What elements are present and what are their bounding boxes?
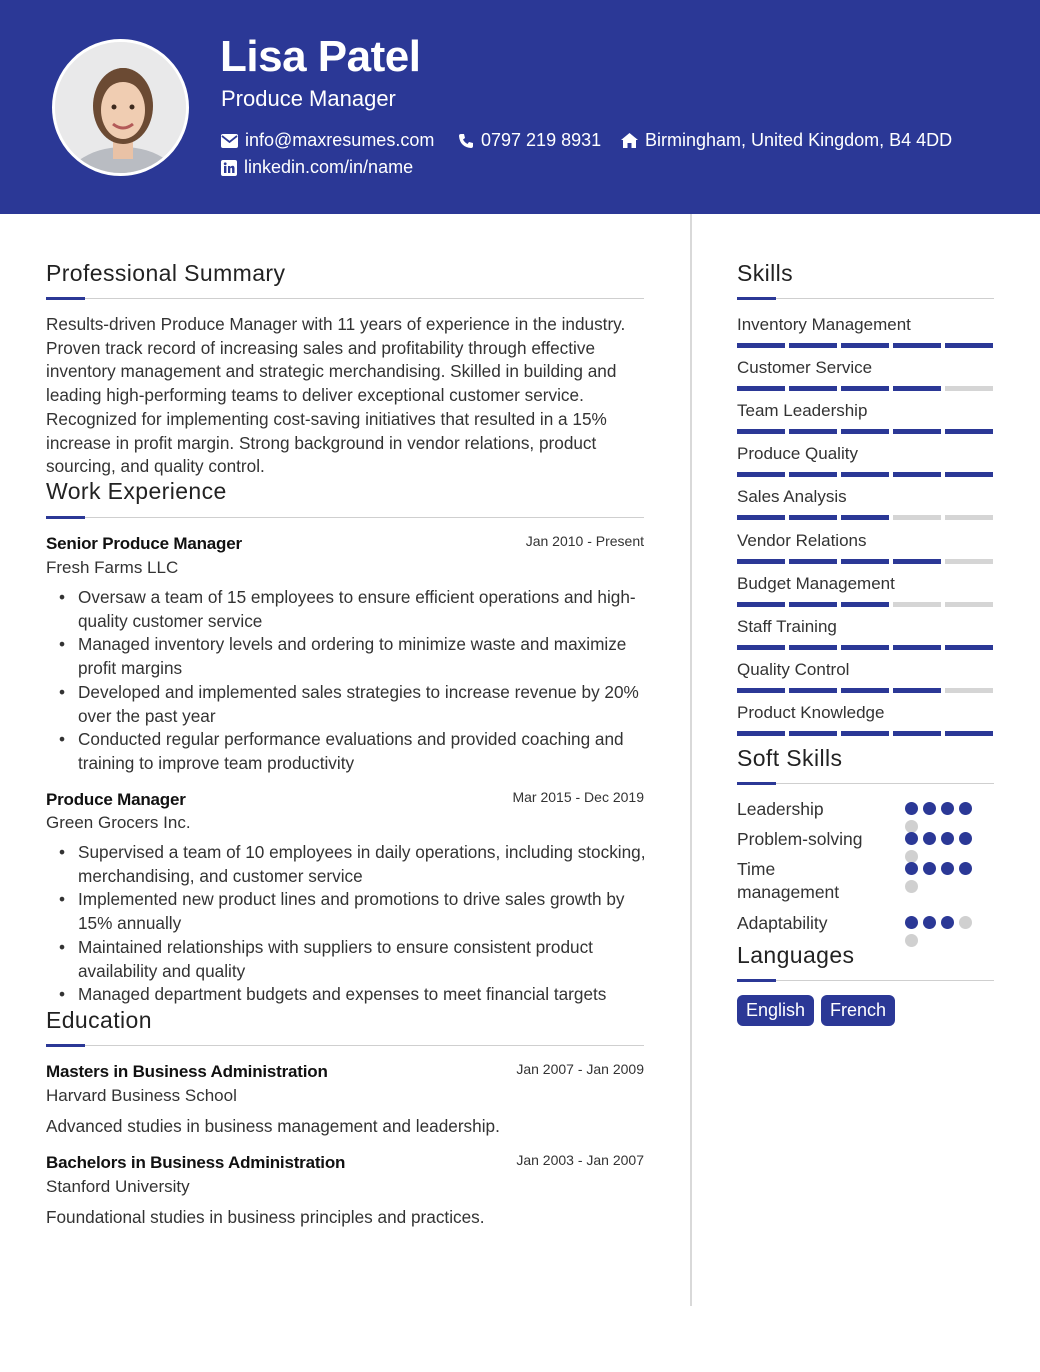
rating-dot xyxy=(959,832,972,845)
skill-level-segment xyxy=(737,602,785,607)
job-bullet: • Managed inventory levels and ordering to minimize waste and maximize profit margins xyxy=(78,633,648,680)
home-icon xyxy=(621,133,638,148)
rating-dot xyxy=(923,802,936,815)
summary-rule xyxy=(46,298,644,299)
skill-level-segment xyxy=(893,602,941,607)
candidate-title: Produce Manager xyxy=(221,86,396,111)
education-accent xyxy=(46,1044,85,1047)
soft-skill-name: Problem-solving xyxy=(737,829,863,849)
rating-dot xyxy=(959,916,972,929)
degree-title: Bachelors in Business Administration xyxy=(46,1153,346,1172)
skill-name: Budget Management xyxy=(737,573,895,593)
soft-skills-heading: Soft Skills xyxy=(737,745,843,771)
soft-skill-name: Adaptability xyxy=(737,913,828,933)
skill-level-bar xyxy=(737,515,993,520)
skill-level-bar xyxy=(737,472,993,477)
skill-level-segment xyxy=(945,688,993,693)
skill-level-segment xyxy=(737,731,785,736)
skill-name: Staff Training xyxy=(737,616,837,636)
skill-level-segment xyxy=(841,731,889,736)
job-company: Fresh Farms LLC xyxy=(46,558,179,577)
skill-level-segment xyxy=(893,731,941,736)
skill-level-segment xyxy=(841,343,889,348)
job-bullets xyxy=(78,841,648,1007)
skill-level-segment xyxy=(945,731,993,736)
job-bullets xyxy=(78,586,648,776)
soft-skill-name: Time management xyxy=(737,859,840,902)
experience-accent xyxy=(46,516,85,519)
degree-title: Masters in Business Administration xyxy=(46,1062,328,1081)
education-heading: Education xyxy=(46,1007,152,1033)
experience-rule xyxy=(46,517,644,518)
degree-date: Jan 2007 - Jan 2009 xyxy=(516,1061,644,1077)
skill-level-segment xyxy=(945,386,993,391)
rating-dot xyxy=(941,916,954,929)
skill-level-segment xyxy=(945,515,993,520)
degree-description: Foundational studies in business principles and practices. xyxy=(46,1207,485,1227)
skill-level-segment xyxy=(737,645,785,650)
rating-dot xyxy=(905,880,918,893)
skill-level-segment xyxy=(789,472,837,477)
skill-level-segment xyxy=(893,515,941,520)
job-bullet: • Conducted regular performance evaluations and provided coaching and training to improve team productivity xyxy=(78,728,648,775)
linkedin-icon xyxy=(221,160,237,176)
skill-name: Customer Service xyxy=(737,358,873,378)
skill-level-segment xyxy=(789,429,837,434)
skill-level-segment xyxy=(789,559,837,564)
skill-name: Vendor Relations xyxy=(737,530,867,550)
skill-level-segment xyxy=(789,645,837,650)
job-bullet: • Oversaw a team of 15 employees to ensure efficient operations and high-quality customer service xyxy=(78,586,648,633)
skills-heading: Skills xyxy=(737,260,794,286)
school-name: Harvard Business School xyxy=(46,1086,237,1105)
skill-level-bar xyxy=(737,645,993,650)
email-text: info@maxresumes.com xyxy=(245,130,435,150)
skill-name: Sales Analysis xyxy=(737,487,847,507)
profile-photo xyxy=(52,39,189,176)
rating-dot xyxy=(959,802,972,815)
skill-level-segment xyxy=(737,343,785,348)
job-bullet: • Maintained relationships with suppliers to ensure consistent product availability and quality xyxy=(78,936,648,983)
skills-accent xyxy=(737,297,776,300)
skill-level-segment xyxy=(841,429,889,434)
rating-dot xyxy=(923,916,936,929)
skill-name: Quality Control xyxy=(737,659,850,679)
rating-dot xyxy=(905,832,918,845)
job-bullet: • Developed and implemented sales strategies to increase revenue by 20% over the past year xyxy=(78,681,648,728)
contact-location xyxy=(621,130,952,151)
skill-level-segment xyxy=(893,645,941,650)
language-badge: English xyxy=(737,995,814,1026)
skill-level-segment xyxy=(737,515,785,520)
candidate-name: Lisa Patel xyxy=(220,32,421,81)
skill-level-segment xyxy=(945,343,993,348)
skill-level-segment xyxy=(841,645,889,650)
school-name: Stanford University xyxy=(46,1177,190,1196)
job-title: Senior Produce Manager xyxy=(46,534,242,553)
skill-level-segment xyxy=(893,559,941,564)
skill-level-segment xyxy=(737,559,785,564)
degree-date: Jan 2003 - Jan 2007 xyxy=(516,1152,644,1168)
rating-dot xyxy=(905,802,918,815)
skill-level-segment xyxy=(841,688,889,693)
languages-accent xyxy=(737,979,776,982)
job-title: Produce Manager xyxy=(46,790,186,809)
skill-level-segment xyxy=(789,602,837,607)
skill-level-bar xyxy=(737,731,993,736)
soft-skill-rating xyxy=(905,802,981,833)
skill-level-segment xyxy=(737,688,785,693)
skill-level-segment xyxy=(789,688,837,693)
contact-email[interactable] xyxy=(221,130,434,151)
summary-heading: Professional Summary xyxy=(46,260,286,286)
rating-dot xyxy=(923,832,936,845)
rating-dot xyxy=(905,862,918,875)
skill-level-segment xyxy=(789,386,837,391)
rating-dot xyxy=(959,862,972,875)
soft-skills-accent xyxy=(737,782,776,785)
skill-name: Produce Quality xyxy=(737,444,858,464)
skill-name: Team Leadership xyxy=(737,401,868,421)
rating-dot xyxy=(905,916,918,929)
summary-text: Results-driven Produce Manager with 11 years of experience in the industry. Proven track record of increasing sales and profitability through effective inventory management and strategic merchandising. Skilled in building and leading high-performing teams to deliver exceptional customer service. Recognized for implementing cost-saving initiatives that resulted in a 15% increase in profit margin. Strong background in vendor relations, product sourcing, and quality control. xyxy=(46,314,626,477)
skill-level-segment xyxy=(737,472,785,477)
language-badge: French xyxy=(821,995,895,1026)
experience-heading: Work Experience xyxy=(46,478,227,504)
job-date: Jan 2010 - Present xyxy=(525,533,644,549)
job-bullet: • Implemented new product lines and promotions to drive sales growth by 15% annually xyxy=(78,888,648,935)
skill-level-segment xyxy=(841,472,889,477)
skill-level-segment xyxy=(945,645,993,650)
location-text: Birmingham, United Kingdom, B4 4DD xyxy=(645,130,953,150)
skill-level-segment xyxy=(945,602,993,607)
skill-level-segment xyxy=(789,731,837,736)
education-rule xyxy=(46,1045,644,1046)
skill-level-segment xyxy=(841,602,889,607)
linkedin-text: linkedin.com/in/name xyxy=(244,157,414,177)
skill-level-segment xyxy=(893,386,941,391)
skill-level-segment xyxy=(893,429,941,434)
skill-level-segment xyxy=(841,515,889,520)
soft-skill-rating xyxy=(905,832,981,863)
skill-level-segment xyxy=(945,472,993,477)
job-bullet: • Supervised a team of 10 employees in daily operations, including stocking, merchandising, and customer service xyxy=(78,841,648,888)
skill-level-segment xyxy=(841,559,889,564)
skill-level-segment xyxy=(893,343,941,348)
languages-heading: Languages xyxy=(737,942,855,968)
skill-name: Product Knowledge xyxy=(737,702,885,722)
job-company: Green Grocers Inc. xyxy=(46,813,191,832)
contact-linkedin[interactable] xyxy=(221,157,413,178)
soft-skill-rating xyxy=(905,916,981,947)
skill-level-segment xyxy=(737,386,785,391)
rating-dot xyxy=(941,802,954,815)
phone-text: 0797 219 8931 xyxy=(481,130,602,150)
skill-level-segment xyxy=(737,429,785,434)
resume-header xyxy=(0,0,1040,214)
skill-level-bar xyxy=(737,602,993,607)
job-date: Mar 2015 - Dec 2019 xyxy=(512,789,644,805)
skill-level-segment xyxy=(945,429,993,434)
skill-level-bar xyxy=(737,343,993,348)
rating-dot xyxy=(905,934,918,947)
degree-description: Advanced studies in business management and leadership. xyxy=(46,1116,500,1136)
rating-dot xyxy=(923,862,936,875)
skill-level-bar xyxy=(737,429,993,434)
rating-dot xyxy=(941,862,954,875)
phone-icon xyxy=(458,133,474,149)
skill-level-bar xyxy=(737,559,993,564)
skill-level-segment xyxy=(789,343,837,348)
skill-level-bar xyxy=(737,688,993,693)
soft-skill-rating xyxy=(905,862,981,893)
contact-phone[interactable] xyxy=(458,130,601,151)
skill-level-segment xyxy=(841,386,889,391)
skill-level-segment xyxy=(945,559,993,564)
skill-level-segment xyxy=(789,515,837,520)
soft-skill-name: Leadership xyxy=(737,799,824,819)
skill-level-segment xyxy=(893,688,941,693)
summary-accent xyxy=(46,297,85,300)
column-divider xyxy=(690,214,692,1306)
skill-level-bar xyxy=(737,386,993,391)
skill-level-segment xyxy=(893,472,941,477)
job-bullet: • Managed department budgets and expenses to meet financial targets xyxy=(78,983,648,1007)
envelope-icon xyxy=(221,134,238,148)
skill-name: Inventory Management xyxy=(737,315,911,334)
rating-dot xyxy=(941,832,954,845)
